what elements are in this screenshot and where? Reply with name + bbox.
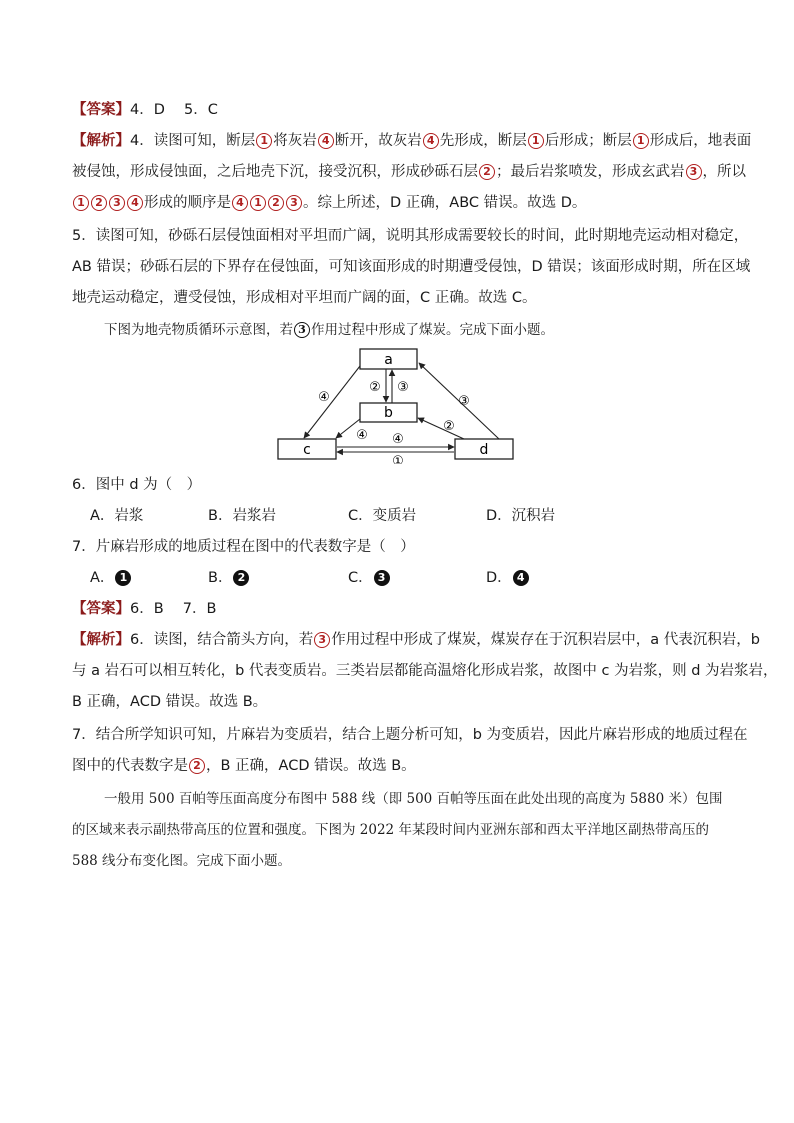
option-letter: D． xyxy=(486,570,512,586)
circled-number: 4 xyxy=(127,195,143,211)
circled-number: 1 xyxy=(633,133,649,149)
box-b-label: b xyxy=(384,405,393,421)
option-letter: C． xyxy=(348,570,373,586)
label-2-center: ② xyxy=(369,380,381,395)
explanation-text: 将灰岩 xyxy=(273,133,317,149)
question-intro xyxy=(104,320,554,340)
box-a-label: a xyxy=(384,352,393,368)
answer-tag: 【答案】 xyxy=(72,601,130,617)
label-3-right: ③ xyxy=(458,394,470,409)
circled-number: 3 xyxy=(314,632,330,648)
box-c-label: c xyxy=(303,442,311,458)
q6-option-a[interactable]: A．岩浆 xyxy=(90,508,144,524)
answer-text: 6．B 7．B xyxy=(130,601,217,617)
explanation-text: ，所以 xyxy=(702,164,746,180)
answer-tag: 【答案】 xyxy=(72,102,130,118)
option-letter: B． xyxy=(208,570,233,586)
explanation-text: 4．读图可知，断层 xyxy=(130,133,256,149)
explanation-line: 5．读图可知，砂砾石层侵蚀面相对平坦而广阔，说明其形成需要较长的时间，此时期地壳运动相对稳定， xyxy=(72,228,749,244)
circled-number: 2 xyxy=(268,195,284,211)
circled-number: 3 xyxy=(109,195,125,211)
explanation-text: 后形成；断层 xyxy=(544,133,632,149)
q7-option-c[interactable] xyxy=(348,568,391,588)
explanation-line: 与 a 岩石可以相互转化，b 代表变质岩。三类岩层都能高温熔化形成岩浆，故图中 c 为岩浆，则 d 为岩浆岩， xyxy=(72,663,778,679)
explanation-text: 图中的代表数字是 xyxy=(72,758,188,774)
label-4-lower: ④ xyxy=(356,428,368,443)
circled-number: 2 xyxy=(479,164,495,180)
circled-number: 1 xyxy=(115,570,131,586)
q7-option-b[interactable] xyxy=(208,568,250,588)
explanation-text: 先形成，断层 xyxy=(439,133,527,149)
arrow-d-to-b xyxy=(418,418,464,439)
explanation-text: ，B 正确，ACD 错误。故选 B。 xyxy=(206,758,416,774)
answer-line-2 xyxy=(72,599,216,619)
circled-number: 1 xyxy=(250,195,266,211)
circled-number: 4 xyxy=(513,570,529,586)
explanation-line xyxy=(72,756,416,776)
q7-option-a[interactable] xyxy=(90,568,132,588)
intro-paragraph-line: 588 线分布变化图。完成下面小题。 xyxy=(72,853,292,869)
option-letter: A． xyxy=(90,570,115,586)
explanation-tag: 【解析】 xyxy=(72,133,130,149)
circled-number: 4 xyxy=(318,133,334,149)
circled-number: 1 xyxy=(73,195,89,211)
circled-number: 3 xyxy=(374,570,390,586)
circled-number: 2 xyxy=(233,570,249,586)
q6-option-c[interactable]: C．变质岩 xyxy=(348,508,417,524)
explanation-text: 被侵蚀，形成侵蚀面，之后地壳下沉，接受沉积，形成砂砾石层 xyxy=(72,164,478,180)
intro-text: 下图为地壳物质循环示意图，若 xyxy=(104,322,293,338)
box-d-label: d xyxy=(479,442,489,458)
arrow-a-to-c xyxy=(304,366,360,438)
explanation-line xyxy=(72,630,760,650)
circled-number: 1 xyxy=(256,133,272,149)
circled-number: 3 xyxy=(294,322,310,338)
circled-number: 2 xyxy=(91,195,107,211)
circled-number: 1 xyxy=(528,133,544,149)
circled-number: 2 xyxy=(189,758,205,774)
circled-number: 4 xyxy=(232,195,248,211)
explanation-line xyxy=(72,131,751,151)
explanation-line: AB 错误；砂砾石层的下界存在侵蚀面，可知该面形成的时期遭受侵蚀，D 错误；该面形成时期，所在区域 xyxy=(72,259,751,275)
question-6-stem: 6．图中 d 为（ ） xyxy=(72,477,202,493)
explanation-line xyxy=(72,193,586,213)
question-7-stem: 7．片麻岩形成的地质过程在图中的代表数字是（ ） xyxy=(72,539,415,555)
q6-option-b[interactable]: B．岩浆岩 xyxy=(208,508,276,524)
explanation-text: 6．读图，结合箭头方向，若 xyxy=(130,632,314,648)
intro-text: 作用过程中形成了煤炭。完成下面小题。 xyxy=(311,322,554,338)
label-2-right: ② xyxy=(443,419,455,434)
label-3-center: ③ xyxy=(397,380,409,395)
label-4-bottom: ④ xyxy=(392,432,404,447)
intro-paragraph-line: 一般用 500 百帕等压面高度分布图中 588 线（即 500 百帕等压面在此处出现的高度为 5880 米）包围 xyxy=(104,791,723,807)
explanation-text: 断开，故灰岩 xyxy=(334,133,422,149)
explanation-line xyxy=(72,162,746,182)
q7-option-d[interactable] xyxy=(486,568,530,588)
intro-paragraph-line: 的区域来表示副热带高压的位置和强度。下图为 2022 年某段时间内亚洲东部和西太平洋地区副热带高压的 xyxy=(72,822,709,838)
explanation-text: 形成的顺序是 xyxy=(144,195,231,211)
answer-line-1 xyxy=(72,100,218,120)
explanation-text: 。综上所述，D 正确，ABC 错误。故选 D。 xyxy=(303,195,587,211)
label-4-left: ④ xyxy=(318,390,330,405)
explanation-text: 形成后，地表面 xyxy=(649,133,752,149)
answer-text: 4．D 5．C xyxy=(130,102,218,118)
circled-number: 3 xyxy=(686,164,702,180)
q6-option-d[interactable]: D．沉积岩 xyxy=(486,508,556,524)
circled-number: 4 xyxy=(423,133,439,149)
explanation-line: B 正确，ACD 错误。故选 B。 xyxy=(72,694,268,710)
rock-cycle-diagram xyxy=(274,346,520,464)
explanation-text: ；最后岩浆喷发，形成玄武岩 xyxy=(496,164,685,180)
circled-number: 3 xyxy=(286,195,302,211)
explanation-line: 7．结合所学知识可知，片麻岩为变质岩，结合上题分析可知，b 为变质岩，因此片麻岩形成的地质过程在 xyxy=(72,727,748,743)
explanation-text: 作用过程中形成了煤炭，煤炭存在于沉积岩层中，a 代表沉积岩，b xyxy=(331,632,760,648)
explanation-line: 地壳运动稳定，遭受侵蚀，形成相对平坦而广阔的面，C 正确。故选 C。 xyxy=(72,290,537,306)
explanation-tag: 【解析】 xyxy=(72,632,130,648)
label-1-bottom: ① xyxy=(392,454,404,464)
